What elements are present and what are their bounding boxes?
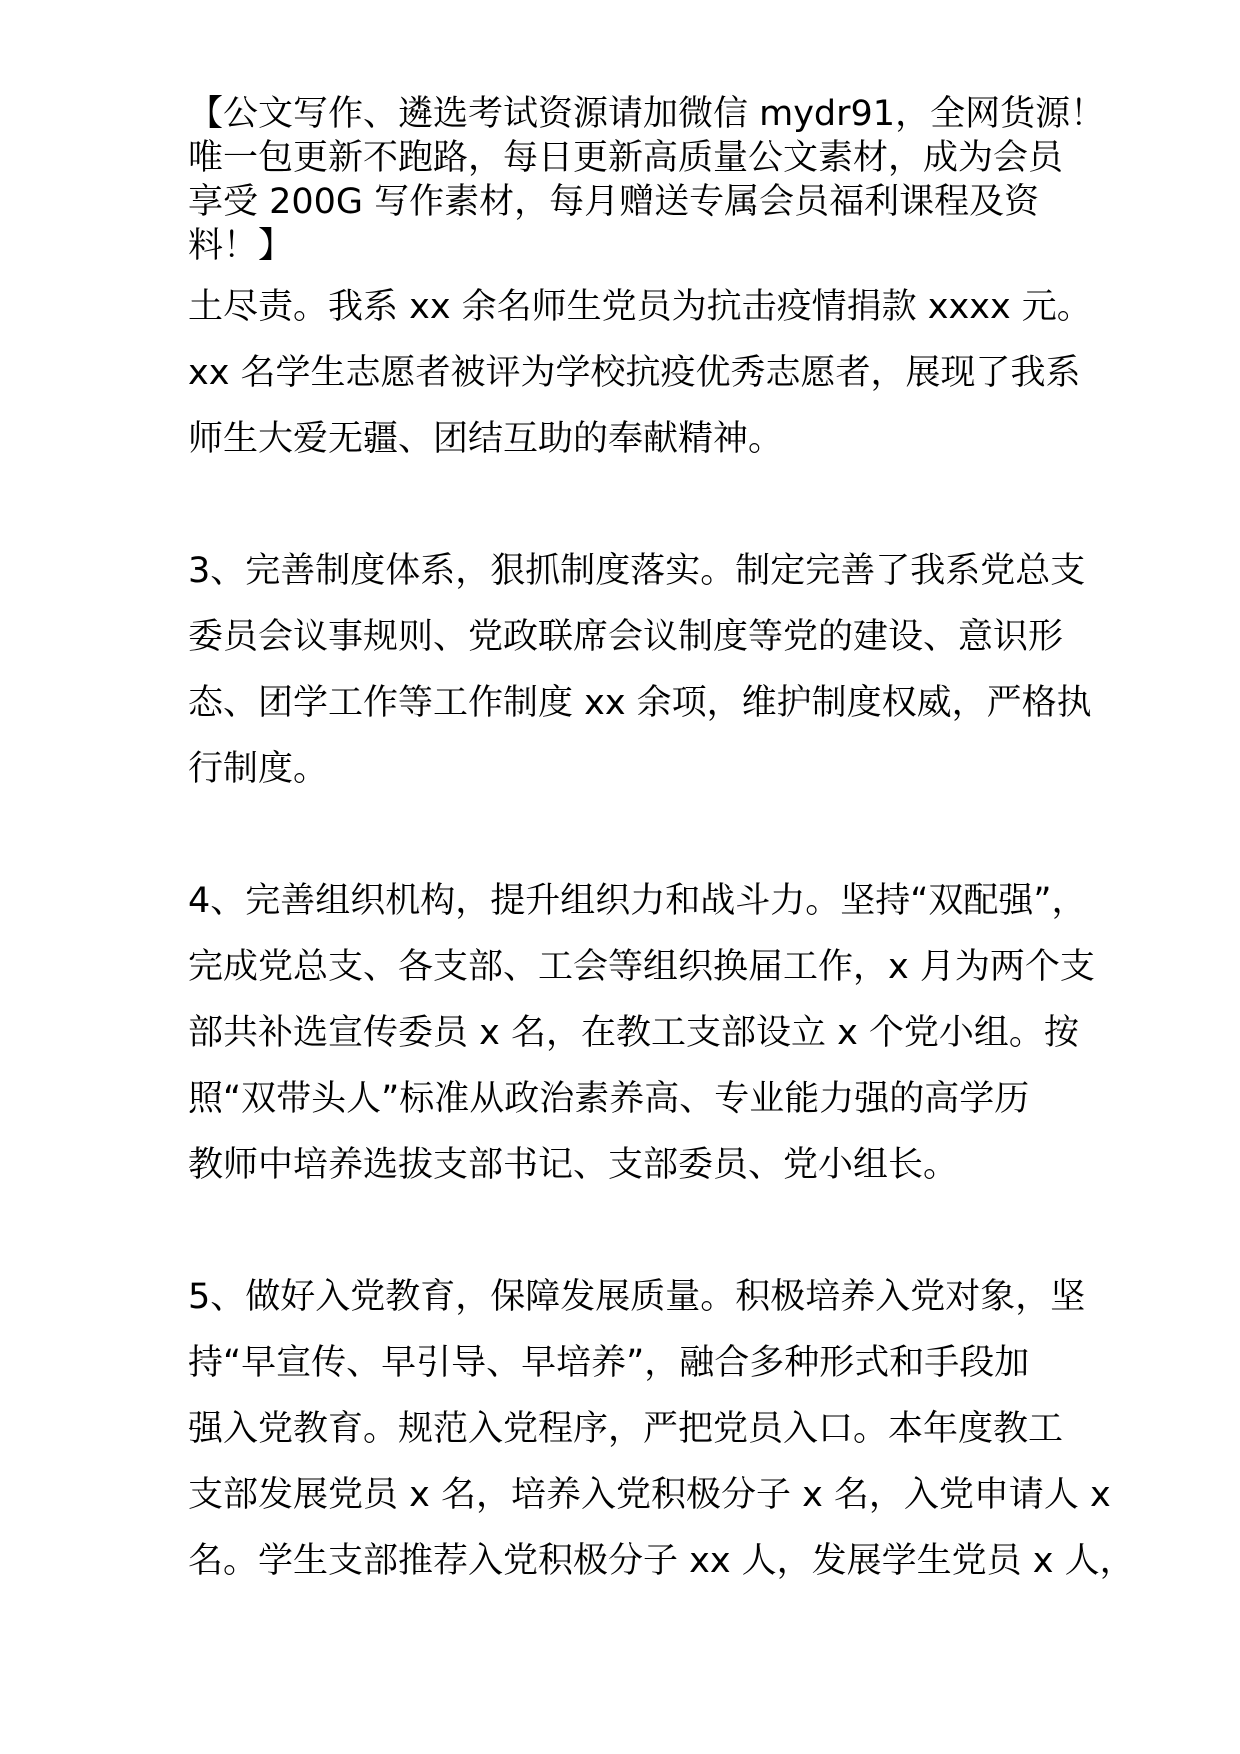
promo-header-note xyxy=(188,92,1106,268)
document-page xyxy=(188,92,1135,1594)
text-line: 名。学生支部推荐入党积极分子 xx 人，发展学生党员 x 人， xyxy=(188,1541,1135,1581)
paragraph-item-4 xyxy=(188,868,1095,1198)
paragraph-continuation xyxy=(188,274,1092,472)
header-line: 享受 200G 写作素材，每月赠送专属会员福利课程及资 xyxy=(188,182,1040,222)
text-line: 4、完善组织机构，提升组织力和战斗力。坚持“双配强”， xyxy=(188,881,1087,921)
header-line: 【公文写作、遴选考试资源请加微信 mydr91，全网货源！ xyxy=(188,94,1106,134)
paragraph-gap xyxy=(188,472,1088,538)
text-line: 教师中培养选拔支部书记、支部委员、党小组长。 xyxy=(188,1145,959,1185)
header-line: 料！】 xyxy=(188,226,294,266)
text-line: 持“早宣传、早引导、早培养”，融合多种形式和手段加 xyxy=(188,1343,1030,1383)
text-line: 部共补选宣传委员 x 名，在教工支部设立 x 个党小组。按 xyxy=(188,1013,1079,1053)
paragraph-gap xyxy=(188,1198,1088,1264)
header-line: 唯一包更新不跑路，每日更新高质量公文素材，成为会员 xyxy=(188,138,1064,178)
text-line: 态、团学工作等工作制度 xx 余项，维护制度权威，严格执 xyxy=(188,683,1092,723)
text-line: 5、做好入党教育，保障发展质量。积极培养入党对象，坚 xyxy=(188,1277,1086,1317)
text-line: 强入党教育。规范入党程序，严把党员入口。本年度教工 xyxy=(188,1409,1064,1449)
text-line: 委员会议事规则、党政联席会议制度等党的建设、意识形 xyxy=(188,617,1064,657)
paragraph-item-3 xyxy=(188,538,1092,802)
text-line: 支部发展党员 x 名，培养入党积极分子 x 名，入党申请人 x xyxy=(188,1475,1111,1515)
text-line: 3、完善制度体系，狠抓制度落实。制定完善了我系党总支 xyxy=(188,551,1086,591)
text-line: 土尽责。我系 xx 余名师生党员为抗击疫情捐款 xxxx 元。 xyxy=(188,287,1092,327)
paragraph-item-5 xyxy=(188,1264,1135,1594)
text-line: xx 名学生志愿者被评为学校抗疫优秀志愿者，展现了我系 xyxy=(188,353,1081,393)
text-line: 照“双带头人”标准从政治素养高、专业能力强的高学历 xyxy=(188,1079,1030,1119)
text-line: 师生大爱无疆、团结互助的奉献精神。 xyxy=(188,419,784,459)
text-line: 完成党总支、各支部、工会等组织换届工作，x 月为两个支 xyxy=(188,947,1095,987)
paragraph-gap xyxy=(188,802,1088,868)
text-line: 行制度。 xyxy=(188,749,329,789)
